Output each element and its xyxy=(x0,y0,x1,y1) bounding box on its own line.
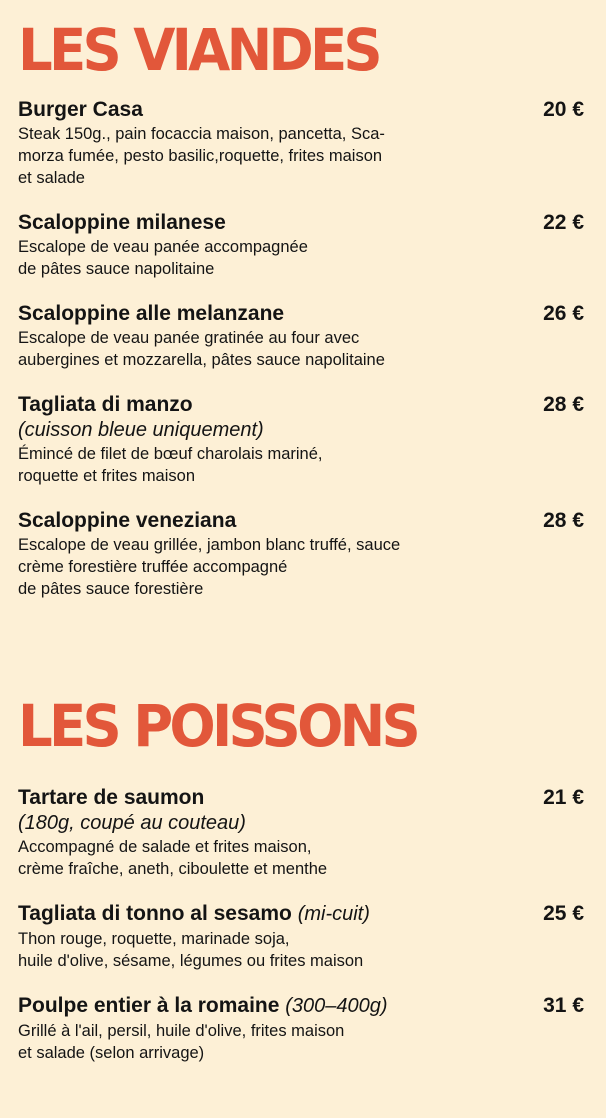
item-inline-note: (300–400g) xyxy=(285,995,388,1017)
item-price: 21 € xyxy=(543,786,584,809)
item-description-line: crème forestière truffée accompagné xyxy=(18,558,288,576)
item-note: (180g, coupé au couteau) xyxy=(18,812,246,834)
item-description-line: roquette et frites maison xyxy=(18,467,196,485)
menu-item-tagliata-tonno xyxy=(18,900,584,972)
menu-item-burger-casa xyxy=(18,96,584,189)
section-title-poissons: LES POISSONS xyxy=(18,692,418,760)
item-description-line: de pâtes sauce napolitaine xyxy=(18,260,215,278)
item-description-line: Escalope de veau panée gratinée au four avec xyxy=(18,329,360,347)
item-description-line: et salade xyxy=(18,169,85,187)
item-price: 25 € xyxy=(543,902,584,925)
item-description-line: de pâtes sauce forestière xyxy=(18,580,204,598)
item-price: 20 € xyxy=(543,98,584,121)
item-description-line: Émincé de filet de bœuf charolais mariné, xyxy=(18,445,323,463)
item-name: Poulpe entier à la romaine xyxy=(18,994,280,1017)
item-description-line: Thon rouge, roquette, marinade soja, xyxy=(18,930,290,948)
item-inline-note: (mi-cuit) xyxy=(297,903,370,925)
menu-item-scaloppine-melanzane xyxy=(18,300,584,371)
item-name: Tartare de saumon xyxy=(18,786,205,809)
menu-item-scaloppine-veneziana xyxy=(18,507,584,600)
section-title-viandes: LES VIANDES xyxy=(18,16,379,84)
item-description-line: Grillé à l'ail, persil, huile d'olive, frites maison xyxy=(18,1022,345,1040)
item-price: 22 € xyxy=(543,211,584,234)
item-name: Burger Casa xyxy=(18,98,143,121)
item-price: 26 € xyxy=(543,302,584,325)
item-description-line: Steak 150g., pain focaccia maison, pancetta, Sca- xyxy=(18,125,385,143)
item-description-line: Escalope de veau panée accompagnée xyxy=(18,238,308,256)
menu-item-tagliata-manzo xyxy=(18,391,584,487)
item-description-line: Escalope de veau grillée, jambon blanc truffé, sauce xyxy=(18,536,401,554)
item-name: Scaloppine veneziana xyxy=(18,509,237,532)
item-description-line: morza fumée, pesto basilic,roquette, frites maison xyxy=(18,147,383,165)
item-note: (cuisson bleue uniquement) xyxy=(18,419,264,441)
item-name: Tagliata di tonno al sesamo xyxy=(18,902,292,925)
item-description-line: crème fraîche, aneth, ciboulette et menthe xyxy=(18,860,328,878)
item-name: Scaloppine alle melanzane xyxy=(18,302,285,325)
item-description-line: huile d'olive, sésame, légumes ou frites maison xyxy=(18,952,364,970)
menu-item-tartare-saumon xyxy=(18,784,584,880)
menu-item-poulpe-romaine xyxy=(18,992,584,1064)
item-name-with-note xyxy=(18,900,370,928)
item-price: 28 € xyxy=(543,509,584,532)
item-price: 31 € xyxy=(543,994,584,1017)
menu-item-scaloppine-milanese xyxy=(18,209,584,280)
item-description-line: et salade (selon arrivage) xyxy=(18,1044,205,1062)
item-name-with-note xyxy=(18,992,388,1020)
item-price: 28 € xyxy=(543,393,584,416)
item-description-line: Accompagné de salade et frites maison, xyxy=(18,838,312,856)
item-name: Scaloppine milanese xyxy=(18,211,226,234)
item-description-line: aubergines et mozzarella, pâtes sauce napolitaine xyxy=(18,351,385,369)
item-name: Tagliata di manzo xyxy=(18,393,193,416)
